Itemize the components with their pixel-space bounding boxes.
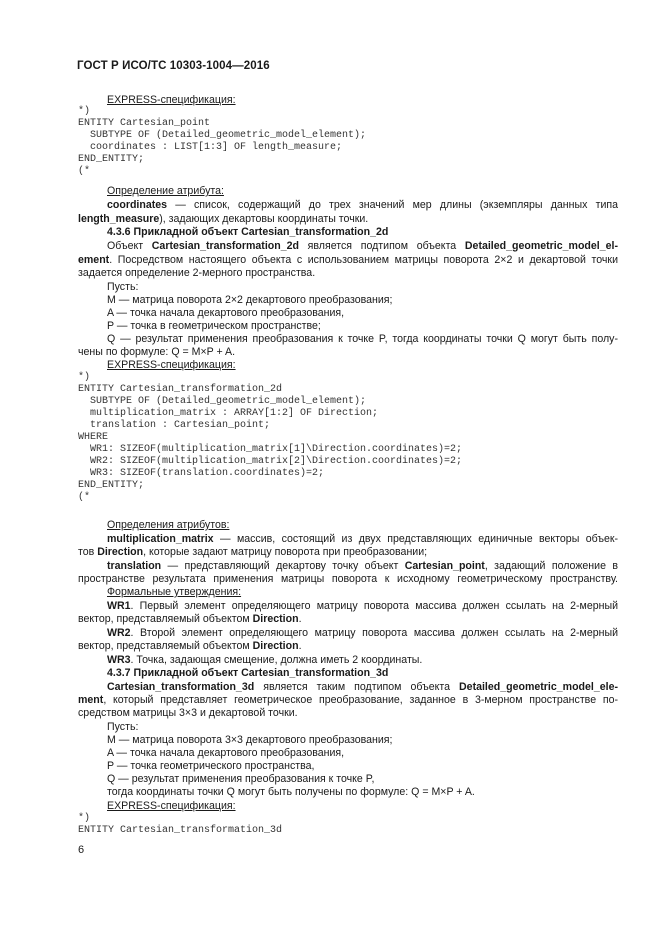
def-m2: M — матрица поворота 2×2 декартового преобразования; (107, 294, 393, 306)
wr1-line2: вектор, представляемый объектом Direction. (78, 613, 302, 625)
p3d-line3: средством матрицы 3×3 и декартовой точки. (78, 707, 298, 719)
express-label-3: EXPRESS-спецификация: (107, 800, 236, 812)
def-then3: тогда координаты точки Q могут быть получены по формуле: Q = M×P + A. (107, 786, 475, 798)
section-4-3-6-heading: 4.3.6 Прикладной объект Cartesian_transformation_2d (107, 226, 389, 238)
def-p3: P — точка геометрического пространства, (107, 760, 315, 772)
wr3-line1: WR3. Точка, задающая смещение, должна иметь 2 координаты. (107, 654, 423, 666)
def-p2: P — точка в геометрическом пространстве; (107, 320, 321, 332)
mm-def-line1: multiplication_matrix — массив, состоящий из двух представляющих единичные векторы объек- (107, 533, 618, 545)
p2d-line1: Объект Cartesian_transformation_2d является подтипом объекта Detailed_geometric_model_el- (107, 240, 618, 252)
formal-label: Формальные утверждения: (107, 586, 242, 598)
let-label-2: Пусть: (107, 721, 139, 733)
wr2-line2: вектор, представляемый объектом Direction. (78, 640, 302, 652)
code-block-transformation-3d: *) ENTITY Cartesian_transformation_3d (78, 813, 283, 836)
section-4-3-7-heading: 4.3.7 Прикладной объект Cartesian_transformation_3d (107, 667, 389, 679)
coordinates-def-line1: coordinates — список, содержащий до трех значений мер длины (экземпляры данных типа (107, 199, 618, 211)
express-label-2: EXPRESS-спецификация: (107, 359, 236, 371)
coordinates-def-line2: length_measure), задающих декартовы координаты точки. (78, 213, 369, 225)
attr-def-label: Определение атрибута: (107, 185, 224, 197)
code-block-transformation-2d: *) ENTITY Cartesian_transformation_2d SUBTYPE OF (Detailed_geometric_model_element); multiplication_matrix : ARRAY[1:2] OF Direction; translation : Cartesian_point; WHERE WR1: SIZEOF(multiplication_matrix[1]\Direction.coordinates)=2; WR2: SIZEOF(multiplication_matrix[2]\Direction.coordinates)=2; WR3: SIZEOF(translation.coordinates)=2; END_ENTITY; (* (78, 372, 463, 503)
p2d-line2: ement. Посредством настоящего объекта с использованием матрицы поворота 2×2 и декартовой точки (78, 254, 618, 266)
def-q2-line2: чены по формуле: Q = M×P + A. (78, 346, 236, 358)
document-header: ГОСТ Р ИСО/ТС 10303-1004—2016 (77, 60, 270, 72)
code-block-cartesian-point: *) ENTITY Cartesian_point SUBTYPE OF (Detailed_geometric_model_element); coordinates : LIST[1:3] OF length_measure; END_ENTITY; (* (78, 106, 367, 177)
def-q3: Q — результат применения преобразования к точке P, (107, 773, 375, 785)
tr-def-line1: translation — представляющий декартову точку объект Cartesian_point, задающий положение в (107, 560, 618, 572)
def-q2-line1: Q — результат применения преобразования к точке P, тогда координаты точки Q могут быть полу- (107, 333, 618, 345)
p3d-line1: Cartesian_transformation_3d является таким подтипом объекта Detailed_geometric_model_ele- (107, 681, 618, 693)
def-a3: A — точка начала декартового преобразования, (107, 747, 345, 759)
p3d-line2: ment, который представляет геометрическое преобразование, заданное в 3-мерном пространстве по- (78, 694, 618, 706)
def-a2: A — точка начала декартового преобразования, (107, 307, 345, 319)
mm-def-line2: тов Direction, которые задают матрицу поворота при преобразовании; (78, 546, 428, 558)
wr2-line1: WR2. Второй элемент определяющего матрицу поворота массива должен ссылать на 2-мерный (107, 627, 618, 639)
def-m3: M — матрица поворота 3×3 декартового преобразования; (107, 734, 393, 746)
attrs-def-label: Определения атрибутов: (107, 519, 230, 531)
tr-def-line2: пространстве результата применения матрицы поворота к исходному геометрическому пространству. (78, 573, 618, 585)
express-label: EXPRESS-спецификация: (107, 94, 236, 106)
let-label: Пусть: (107, 281, 139, 293)
wr1-line1: WR1. Первый элемент определяющего матрицу поворота массива должен ссылать на 2-мерный (107, 600, 618, 612)
p2d-line3: задается определение 2-мерного пространства. (78, 267, 316, 279)
page-number: 6 (78, 844, 85, 856)
